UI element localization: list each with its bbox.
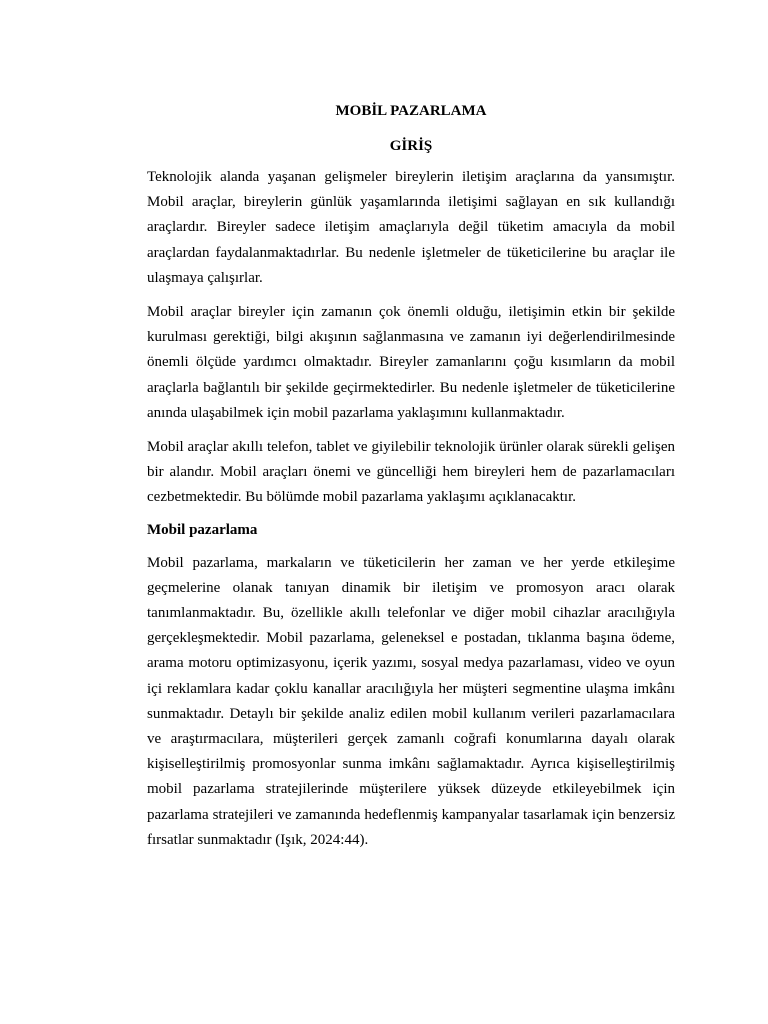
paragraph-4: Mobil pazarlama, markaların ve tüketicilerin her zaman ve her yerde etkileşime geçmelerine olanak tanıyan dinamik bir iletişim ve promosyon aracı olarak tanımlanmaktadır. Bu, özellikle akıllı telefonlar ve diğer mobil cihazlar aracılığıyla gerçekleşmektedir. Mobil pazarlama, geleneksel e postadan, tıklanma başına ödeme, arama motoru optimizasyonu, içerik yazımı, sosyal medya pazarlaması, video ve oyun içi reklamlara kadar çoklu kanallar aracılığıyla her müşteri segmentine ulaşma imkânı sunmaktadır. Detaylı bir şekilde analiz edilen mobil kullanım verileri pazarlamacılara ve araştırmacılara, müşterileri gerçek zamanlı coğrafi konumlarına dayalı olarak kişiselleştirilmiş promosyonlar sunma imkânı sağlamaktadır. Ayrıca kişiselleştirilmiş mobil pazarlama stratejilerinde müşterilere yüksek düzeyde etkileyebilmek için pazarlama stratejileri ve zamanında hedeflenmiş kampanyalar tasarlamak için benzersiz fırsatlar sunmaktadır (Işık, 2024:44). xyxy=(147,554,675,848)
paragraph-3: Mobil araçlar akıllı telefon, tablet ve giyilebilir teknolojik ürünler olarak sürekli gelişen bir alandır. Mobil araçları önemi ve güncelliği hem bireyleri hem de pazarlamacıları cezbetmektedir. Bu bölümde mobil pazarlama yaklaşımı açıklanacaktır. xyxy=(147,439,675,506)
paragraph-1: Teknolojik alanda yaşanan gelişmeler bireylerin iletişim araçlarına da yansımıştır. Mobil araçlar, bireylerin günlük yaşamlarında iletişimi sağlayan en sık kullandığı araçlardır. Bireyler sadece iletişim amaçlarıyla değil tüketim amacıyla da mobil araçlardan faydalanmaktadırlar. Bu nedenle işletmeler de tüketicilerine bu araçlar ile ulaşmaya çalışırlar. xyxy=(147,169,675,286)
section-title-intro: GİRİŞ xyxy=(389,138,433,154)
section-heading-mobile-marketing: Mobil pazarlama xyxy=(147,521,258,538)
document-page xyxy=(147,100,675,853)
document-title: MOBİL PAZARLAMA xyxy=(335,103,487,119)
paragraph-2: Mobil araçlar bireyler için zamanın çok önemli olduğu, iletişimin etkin bir şekilde kurulması gerektiği, bilgi akışının sağlanmasına ve zamanın iyi değerlendirilmesinde önemli ölçüde yardımcı olmaktadır. Bireyler zamanlarını çoğu kısımların da mobil araçlarla bağlantılı bir şekilde geçirmektedirler. Bu nedenle işletmeler de tüketicilerine anında ulaşabilmek için mobil pazarlama yaklaşımını kullanmaktadır. xyxy=(147,304,675,421)
